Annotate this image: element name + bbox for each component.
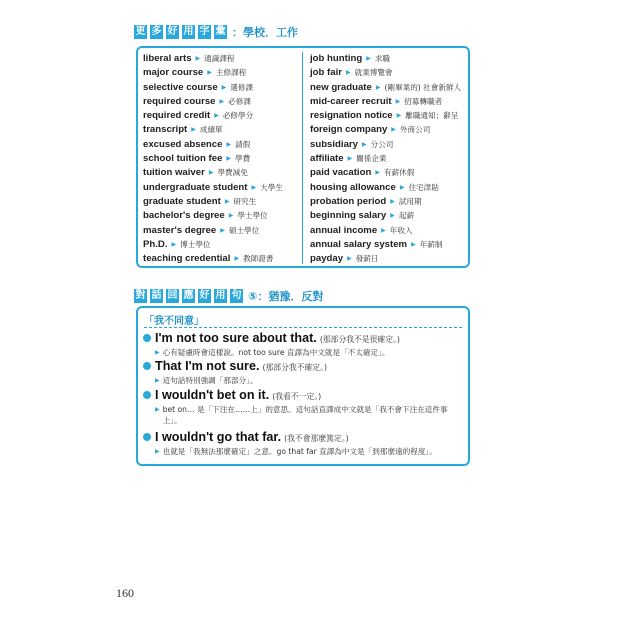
vocab-term: school tuition fee (143, 153, 223, 165)
vocab-meaning: 年薪制 (419, 239, 443, 249)
vocab-meaning: 就業博覽會 (354, 68, 393, 78)
arrow-icon: ▶ (171, 240, 177, 248)
arrow-icon: ▶ (226, 140, 232, 148)
arrow-icon: ▶ (375, 83, 381, 91)
vocab-term: excused absence (143, 138, 223, 150)
dialog-heading (134, 286, 323, 306)
arrow-icon: ▶ (347, 155, 353, 163)
heading-chip: 彙 (215, 26, 226, 37)
vocab-meaning: 招募轉職者 (404, 96, 443, 106)
vocab-term: payday (310, 253, 344, 265)
arrow-icon: ▶ (390, 197, 395, 205)
phrase-meaning: (我不會那麼篤定。) (284, 434, 349, 443)
vocab-meaning: 成績單 (199, 125, 223, 135)
vocab-row (143, 95, 283, 109)
vocab-meaning: 學費減免 (217, 168, 248, 178)
vocab-term: teaching credential (143, 253, 231, 265)
vocab-row (143, 123, 283, 137)
vocab-row (143, 195, 283, 209)
vocab-meaning: 選修課 (230, 82, 254, 92)
phrase-text: I'm not too sure about that. (155, 331, 317, 345)
vocab-row (310, 95, 461, 109)
vocab-row (310, 252, 461, 266)
vocab-term: master's degree (143, 224, 217, 236)
vocab-term: annual income (310, 224, 378, 236)
vocab-meaning: 關係企業 (356, 154, 387, 164)
vocab-row (143, 238, 283, 252)
bullet-icon (143, 362, 151, 370)
vocab-row (143, 81, 283, 95)
phrase-line (143, 430, 465, 444)
vocab-term: probation period (310, 195, 387, 207)
vocab-row (310, 109, 461, 123)
arrow-icon: ▶ (381, 226, 386, 234)
vocab-row (143, 152, 283, 166)
phrase-entry (143, 388, 465, 426)
arrow-icon: ▶ (234, 255, 240, 263)
vocab-row (143, 109, 283, 123)
arrow-icon: ▶ (191, 126, 196, 134)
heading-chip: 話 (151, 290, 162, 301)
arrow-icon: ▶ (395, 97, 401, 105)
vocab-term: annual salary system (310, 238, 408, 250)
vocab-meaning: 大學生 (260, 182, 283, 192)
vocab-term: transcript (143, 124, 188, 136)
vocab-term: job hunting (310, 53, 363, 64)
title-divider (144, 327, 462, 328)
vocab-meaning: 通識課程 (204, 54, 235, 63)
heading-chip: 好 (167, 26, 178, 37)
phrase-text: I wouldn't bet on it. (155, 388, 270, 402)
arrow-icon: ▶ (195, 55, 201, 62)
vocab-row (143, 181, 283, 195)
bullet-icon (143, 334, 151, 342)
vocab-meaning: 學士學位 (237, 211, 268, 221)
bullet-icon (143, 391, 151, 399)
vocab-meaning: 請假 (235, 139, 251, 149)
vocab-row (310, 81, 461, 95)
vocab-term: job fair (310, 67, 342, 79)
phrase-note-text: 也就是「我無法那麼確定」之意。go that far 直譯為中文是「到那麼遠的程度」。 (162, 447, 437, 456)
phrase-entry (143, 359, 465, 386)
vocab-row (310, 238, 461, 252)
arrow-icon: ▶ (375, 169, 380, 177)
phrase-note-text: 心有疑慮時會這樣說。not too sure 直譯為中文就是「不太確定」。 (162, 348, 390, 357)
phrase-note (155, 375, 465, 386)
vocab-term: undergraduate student (143, 181, 248, 193)
vocab-term: major course (143, 67, 204, 79)
vocab-meaning: 博士學位 (180, 239, 211, 249)
vocab-meaning: 碩士學位 (228, 225, 260, 235)
heading-chip: 應 (183, 290, 194, 301)
vocab-column-work (310, 52, 461, 266)
arrow-icon: ▶ (411, 240, 416, 248)
phrase-note (155, 446, 465, 457)
vocab-column-school (143, 52, 283, 266)
vocab-term: liberal arts (143, 53, 192, 64)
vocab-meaning: 年收入 (389, 225, 413, 235)
vocab-row (310, 181, 461, 195)
heading-chip: 句 (231, 290, 242, 301)
vocab-term: bachelor's degree (143, 210, 225, 222)
phrase-note-text: 這句話特別強調「那部分」。 (162, 376, 258, 385)
dialog-title: 「我不同意」 (144, 316, 204, 327)
arrow-icon: ▶ (362, 140, 367, 148)
vocab-term: selective course (143, 81, 218, 93)
arrow-icon: ▶ (366, 55, 371, 62)
vocab-meaning: 教師證書 (243, 254, 274, 264)
vocab-row (310, 123, 461, 137)
vocab-term: mid-career recruit (310, 95, 392, 107)
vocab-meaning: 求職 (374, 54, 391, 63)
heading-chip: 用 (215, 290, 226, 301)
vocab-meaning: 有薪休假 (383, 168, 415, 178)
phrase-entry (143, 331, 465, 358)
phrase-meaning: (那部分我不是很確定。) (319, 335, 400, 344)
arrow-icon: ▶ (214, 112, 219, 120)
heading-chip: 更 (135, 26, 146, 37)
phrase-note-text: bet on… 是「下注在……上」的意思。這句話直譯成中文就是「我不會下注在這件事上」。 (162, 405, 448, 425)
vocab-term: new graduate (310, 81, 372, 93)
vocab-row (310, 224, 461, 238)
vocab-row (310, 195, 461, 209)
vocab-meaning: 必修學分 (222, 111, 254, 121)
vocab-row (310, 166, 461, 180)
vocab-row (143, 138, 283, 152)
vocab-row (310, 152, 461, 166)
vocab-term: paid vacation (310, 167, 372, 179)
vocab-term: affiliate (310, 153, 344, 165)
arrow-icon: ▶ (345, 69, 351, 77)
arrow-icon: ▶ (391, 126, 396, 134)
vocab-meaning: 研究生 (233, 196, 257, 206)
vocab-meaning: 離職通知；辭呈 (405, 111, 459, 121)
vocab-term: required credit (143, 110, 211, 122)
vocab-term: tuition waiver (143, 167, 205, 179)
arrow-icon: ▶ (207, 69, 212, 77)
vocab-row (143, 166, 283, 180)
vocab-term: Ph.D. (143, 238, 168, 250)
vocab-meaning: 起薪 (398, 211, 415, 221)
vocab-term: foreign company (310, 124, 388, 136)
page-number: 160 (116, 586, 134, 600)
vocab-row (143, 224, 283, 238)
vocab-meaning: 住宅津貼 (408, 182, 439, 192)
arrow-icon: ▶ (155, 406, 160, 413)
vocab-row (143, 252, 283, 266)
arrow-icon: ▶ (396, 112, 402, 120)
vocab-meaning: 外商公司 (399, 125, 431, 135)
arrow-icon: ▶ (221, 83, 227, 91)
arrow-icon: ▶ (251, 183, 257, 191)
arrow-icon: ▶ (155, 377, 160, 384)
vocab-term: beginning salary (310, 210, 387, 222)
arrow-icon: ▶ (399, 183, 405, 191)
heading-chip: 字 (199, 26, 210, 37)
vocab-row (143, 209, 283, 223)
arrow-icon: ▶ (220, 226, 225, 234)
phrase-line (143, 331, 465, 345)
phrase-text: I wouldn't go that far. (155, 430, 282, 444)
vocab-meaning: 必修課 (228, 96, 251, 106)
arrow-icon: ▶ (228, 212, 234, 220)
phrase-text: That I'm not sure. (155, 359, 260, 373)
vocab-heading-subtitle: ：學校．工作 (232, 26, 298, 39)
vocab-term: resignation notice (310, 110, 393, 122)
vocab-row (310, 209, 461, 223)
heading-chip: 用 (183, 26, 194, 37)
phrase-note (155, 404, 465, 426)
bullet-icon (143, 433, 151, 441)
arrow-icon: ▶ (219, 97, 225, 105)
heading-chip: 回 (167, 290, 178, 301)
phrase-note (155, 347, 465, 358)
vocab-meaning: 學費 (235, 154, 251, 164)
heading-chip: 對 (135, 290, 146, 301)
vocab-term: required course (143, 95, 216, 107)
vocab-term: subsidiary (310, 138, 358, 150)
heading-chip: 好 (199, 290, 210, 301)
arrow-icon: ▶ (155, 349, 160, 356)
vocab-heading (134, 22, 298, 42)
arrow-icon: ▶ (208, 169, 214, 177)
vocab-meaning: 發薪日 (355, 254, 379, 264)
vocab-meaning: 分公司 (370, 139, 394, 149)
arrow-icon: ▶ (390, 212, 395, 220)
vocab-meaning: 試用期 (398, 196, 422, 206)
arrow-icon: ▶ (155, 448, 160, 455)
heading-chip: 多 (151, 26, 162, 37)
vocab-row (310, 52, 461, 66)
vocab-row (310, 66, 461, 80)
column-divider (302, 52, 303, 264)
arrow-icon: ▶ (347, 255, 352, 263)
phrase-meaning: (那部分我不確定。) (262, 363, 328, 372)
phrase-line (143, 359, 465, 373)
arrow-icon: ▶ (224, 197, 230, 205)
phrase-meaning: (我看不一定。) (272, 392, 322, 401)
vocab-meaning: (剛畢業的) 社會新鮮人 (384, 82, 462, 92)
vocab-row (310, 138, 461, 152)
vocab-meaning: 主修課程 (215, 68, 247, 78)
phrase-entry (143, 430, 465, 457)
vocab-term: graduate student (143, 195, 221, 207)
vocab-row (143, 52, 283, 66)
dialog-heading-subtitle: ⑤：猶豫．反對 (248, 290, 324, 303)
vocab-term: housing allowance (310, 181, 396, 193)
vocab-row (143, 66, 283, 80)
arrow-icon: ▶ (226, 155, 232, 163)
phrase-line (143, 388, 465, 402)
